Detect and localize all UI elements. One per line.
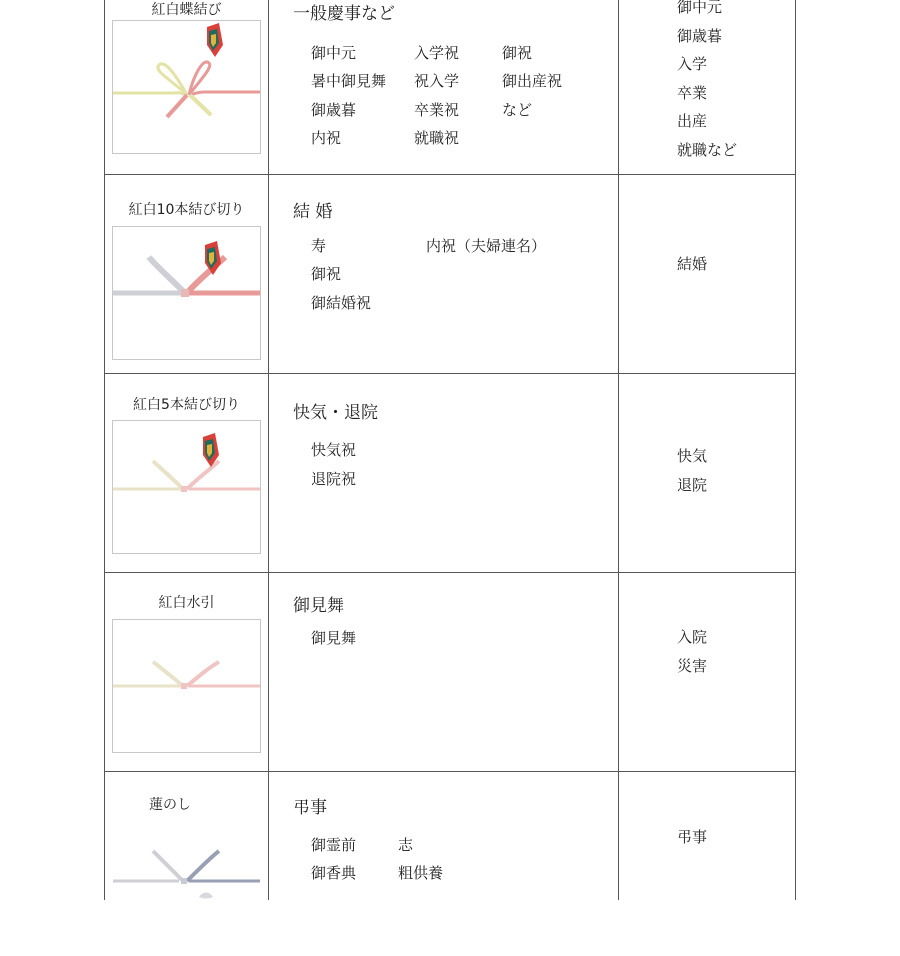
usage-note: 快気 xyxy=(677,447,708,465)
gift-occasion-item: 卒業祝 xyxy=(414,101,460,119)
usage-notes xyxy=(677,0,737,164)
usage-note: 退院 xyxy=(677,475,708,494)
row-separator xyxy=(104,572,796,573)
gift-occasion-item: 暑中御見舞 xyxy=(311,72,387,90)
category-title: 一般慶事など xyxy=(293,4,395,24)
mizuhiki-bow-icon xyxy=(113,21,260,153)
gift-occasion-item: 御祝 xyxy=(311,265,342,283)
gift-occasion-item: 祝入学 xyxy=(414,72,460,90)
usage-notes xyxy=(677,823,707,852)
usage-notes xyxy=(677,442,707,499)
gift-occasion-item: 御出産祝 xyxy=(502,72,563,90)
row-separator xyxy=(104,771,796,772)
gift-occasion-item: 退院祝 xyxy=(311,470,357,488)
gift-occasion-item: 内祝 xyxy=(311,129,342,147)
gift-occasion-item: 寿 xyxy=(311,237,327,255)
category-title: 御見舞 xyxy=(293,596,344,616)
gift-occasion-item: 入学祝 xyxy=(414,44,460,62)
table-border-left xyxy=(104,0,105,900)
usage-note: 入院 xyxy=(677,628,708,646)
gift-occasion-item: 御中元 xyxy=(311,44,357,62)
usage-notes xyxy=(677,623,707,680)
usage-note: 就職など xyxy=(677,140,738,159)
noshi-image xyxy=(112,420,261,554)
table-border-right xyxy=(795,0,796,900)
usage-note: 災害 xyxy=(677,656,708,675)
gift-occasion-item: 御歳暮 xyxy=(311,101,357,119)
wrapping-type-label: 蓮のし xyxy=(149,797,191,813)
gift-occasion-item: 御結婚祝 xyxy=(311,294,372,312)
usage-note: 弔事 xyxy=(677,828,708,846)
mizuhiki-knot-icon xyxy=(113,421,260,553)
mizuhiki-knot-icon xyxy=(113,823,260,955)
gift-occasion-item: 快気祝 xyxy=(311,441,357,459)
usage-note: 出産 xyxy=(677,112,708,130)
usage-note: 御中元 xyxy=(677,0,723,16)
gift-occasion-item: 内祝（夫婦連名） xyxy=(426,237,547,255)
wrapping-type-label: 紅白10本結び切り xyxy=(128,202,245,218)
wrapping-type-label: 紅白5本結び切り xyxy=(133,397,240,413)
usage-note: 入学 xyxy=(677,55,708,73)
noshi-image xyxy=(112,226,261,360)
usage-note: 御歳暮 xyxy=(677,26,723,45)
usage-note: 卒業 xyxy=(677,83,708,102)
category-title: 結 婚 xyxy=(293,202,333,222)
usage-note: 結婚 xyxy=(677,255,708,273)
row-separator xyxy=(104,373,796,374)
gift-occasion-item: 御霊前 xyxy=(311,836,357,854)
noshi-image xyxy=(112,619,261,753)
gift-occasion-item: など xyxy=(502,101,533,119)
category-title: 弔事 xyxy=(293,798,327,818)
gift-occasion-item: 御祝 xyxy=(502,44,533,62)
gift-occasion-item: 御香典 xyxy=(311,864,357,882)
gift-occasion-item: 就職祝 xyxy=(414,129,460,147)
mizuhiki-knot-icon xyxy=(113,227,260,359)
noshi-image xyxy=(112,20,261,154)
gift-occasion-item: 志 xyxy=(398,836,414,854)
category-title: 快気・退院 xyxy=(293,403,378,423)
table-divider-1 xyxy=(268,0,269,900)
gift-occasion-item: 御見舞 xyxy=(311,629,357,647)
noshi-image xyxy=(112,822,261,956)
wrapping-type-label: 紅白水引 xyxy=(158,595,215,611)
mizuhiki-knot-icon xyxy=(113,620,260,752)
noshi-icon xyxy=(207,23,223,57)
usage-notes xyxy=(677,250,707,279)
table-divider-2 xyxy=(618,0,619,900)
wrapping-type-label: 紅白蝶結び xyxy=(151,2,222,18)
row-separator xyxy=(104,174,796,175)
lotus-icon xyxy=(199,893,213,899)
gift-occasion-item: 粗供養 xyxy=(398,864,444,882)
